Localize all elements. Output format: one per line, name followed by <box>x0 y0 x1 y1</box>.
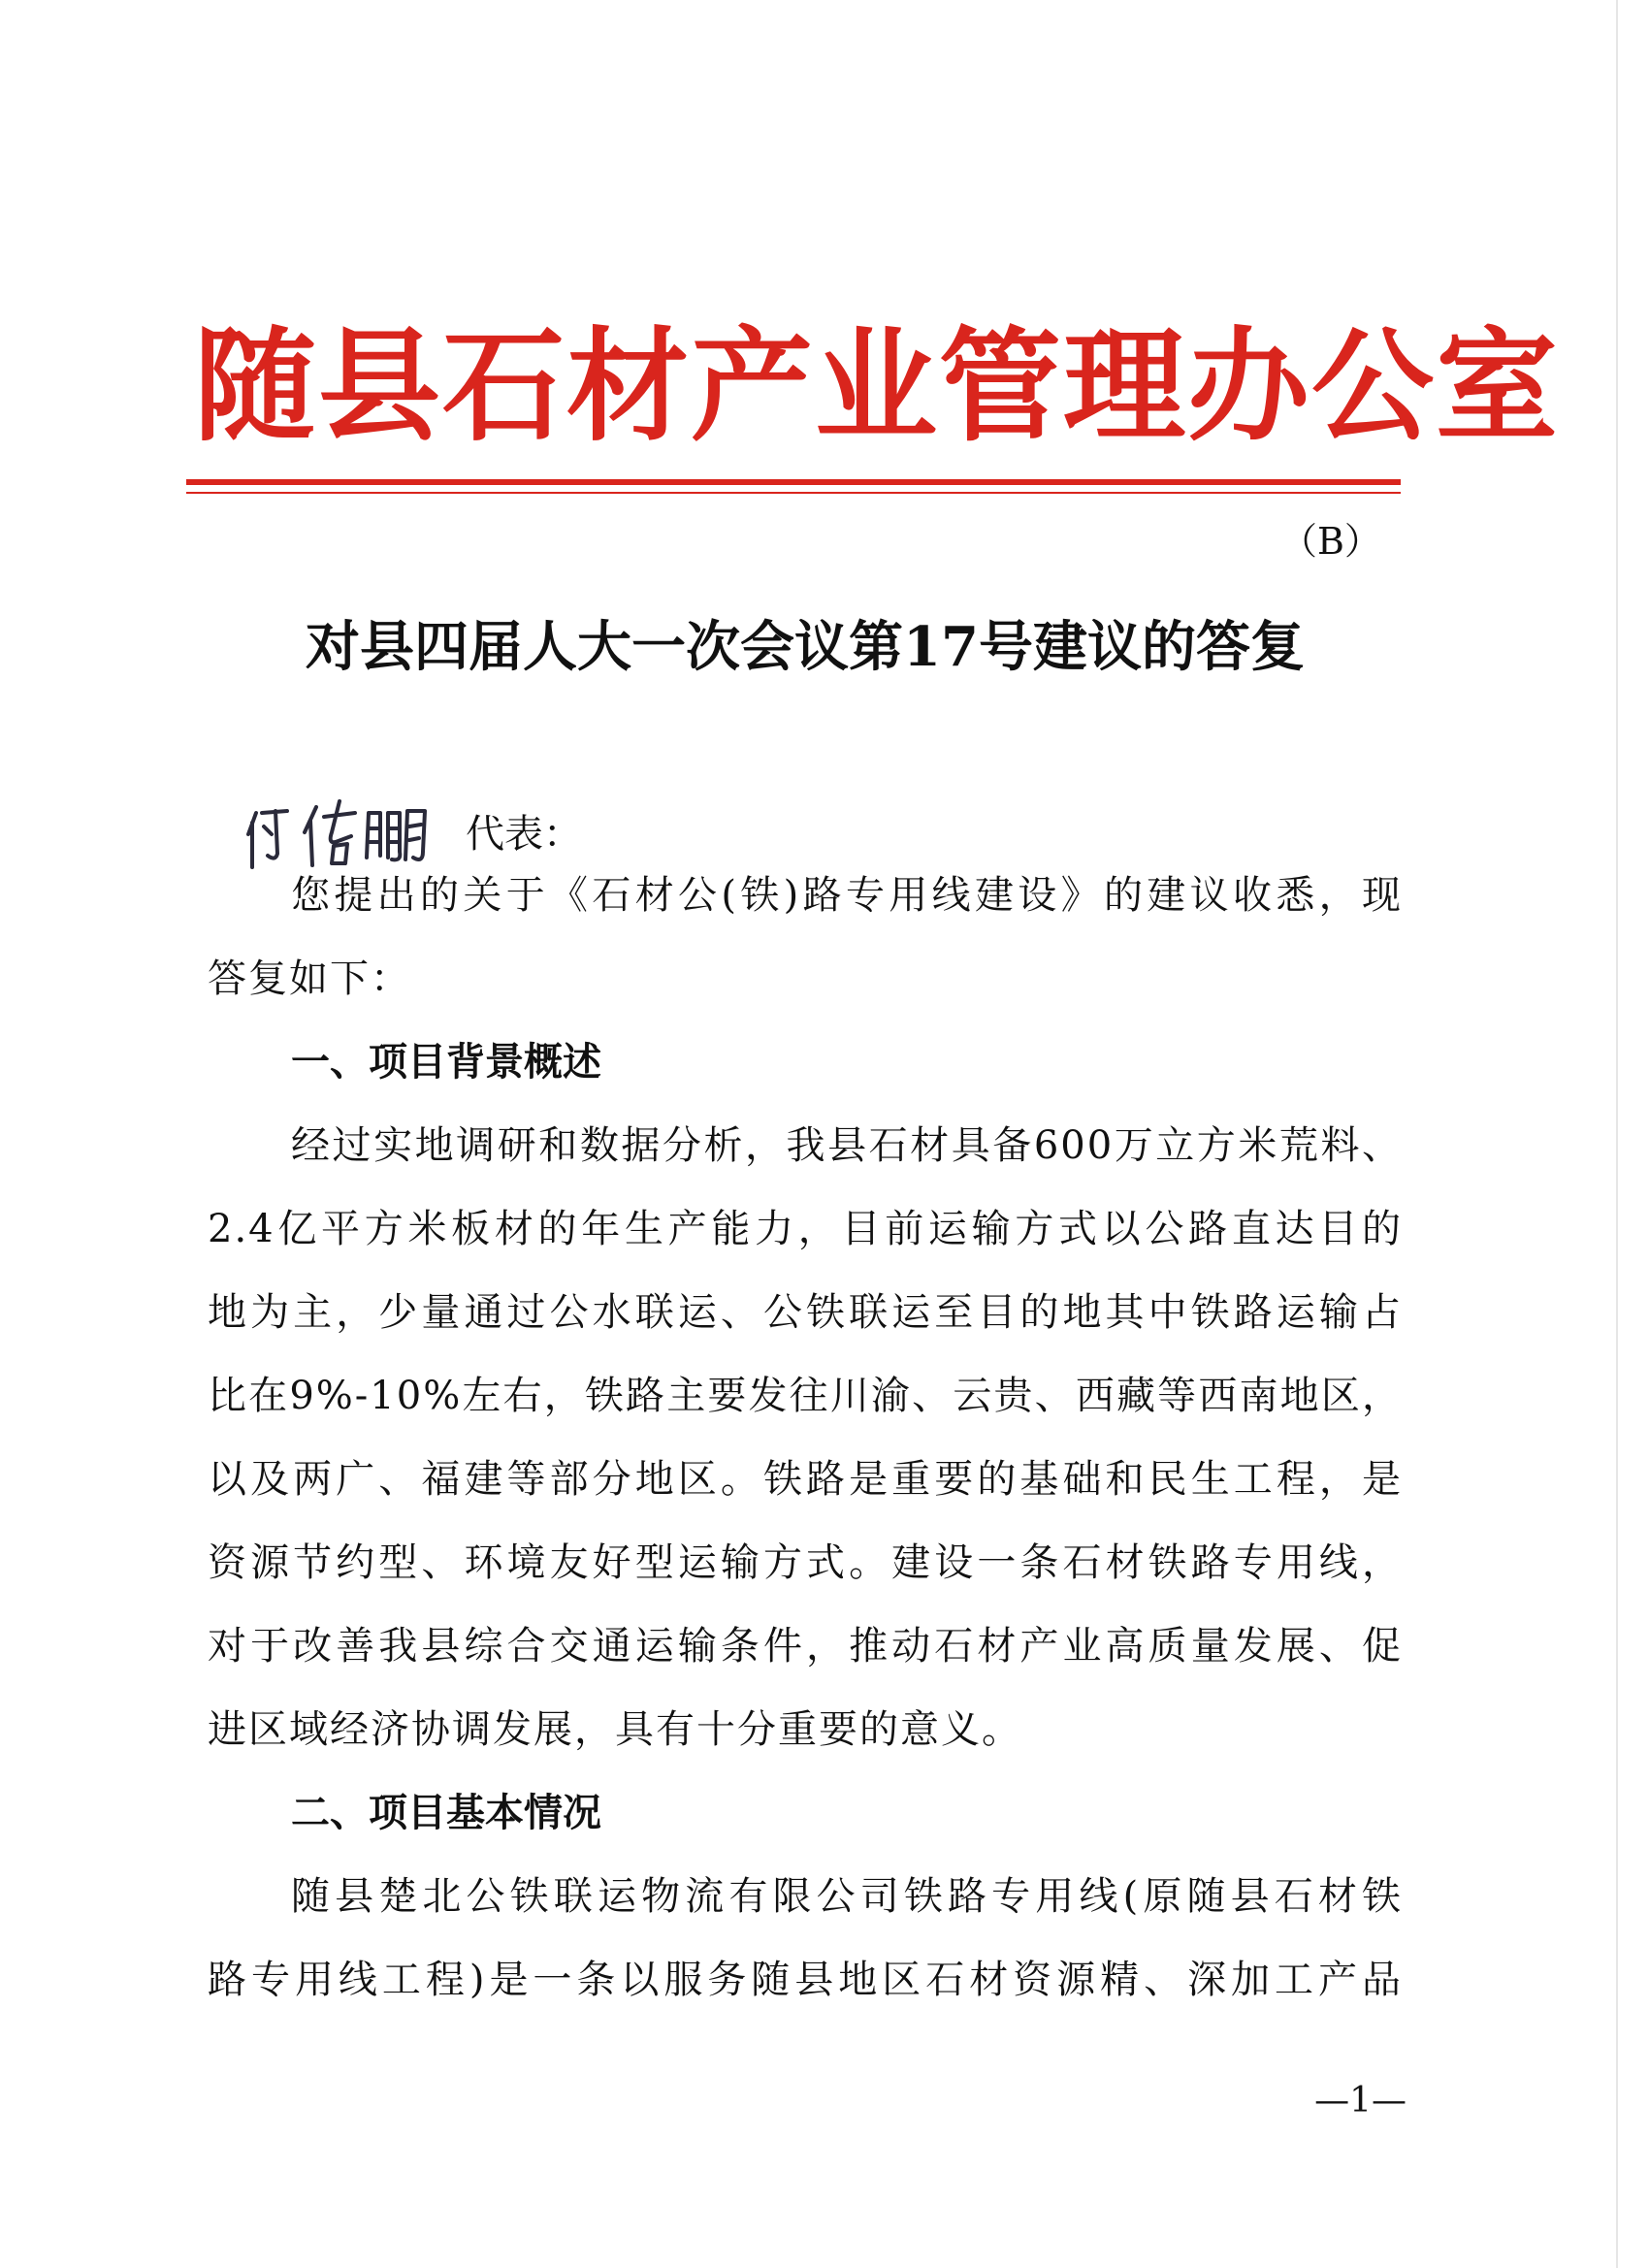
body-line: 答复如下： <box>208 956 411 1001</box>
page-number: —1— <box>1314 2081 1406 2121</box>
body-line: 进区域经济协调发展，具有十分重要的意义。 <box>208 1707 1022 1752</box>
body-line: 您提出的关于《石材公(铁)路专用线建设》的建议收悉，现 <box>291 873 1403 918</box>
letterhead-red-rule-thin <box>186 492 1401 494</box>
body-line: 路专用线工程)是一条以服务随县地区石材资源精、深加工产品 <box>208 1958 1403 2002</box>
document-title: 对县四届人大一次会议第17号建议的答复 <box>306 615 1305 679</box>
body-line: 以及两广、福建等部分地区。铁路是重要的基础和民生工程，是 <box>208 1457 1403 1502</box>
section-heading: 一、项目背景概述 <box>291 1040 601 1085</box>
body-line: 2.4亿平方米板材的年生产能力，目前运输方式以公路直达目的 <box>208 1207 1403 1251</box>
body-line: 随县楚北公铁联运物流有限公司铁路专用线(原随县石材铁 <box>291 1874 1403 1919</box>
body-line: 地为主，少量通过公水联运、公铁联运至目的地其中铁路运输占 <box>208 1290 1403 1335</box>
body-line: 经过实地调研和数据分析，我县石材具备600万立方米荒料、 <box>291 1123 1403 1168</box>
body-line: 对于改善我县综合交通运输条件，推动石材产业高质量发展、促 <box>208 1624 1403 1669</box>
body-line: 资源节约型、环境友好型运输方式。建设一条石材铁路专用线， <box>208 1540 1403 1585</box>
letterhead-organization: 随县石材产业管理办公室 <box>194 314 1560 458</box>
body-line: 比在9%-10%左右，铁路主要发往川渝、云贵、西藏等西南地区， <box>208 1374 1403 1418</box>
letterhead-red-rule-thick <box>186 479 1401 485</box>
category-mark: （B） <box>1280 520 1381 563</box>
section-heading: 二、项目基本情况 <box>291 1791 601 1835</box>
scan-edge-line <box>1616 0 1618 2268</box>
salutation-suffix: 代表： <box>466 812 582 857</box>
